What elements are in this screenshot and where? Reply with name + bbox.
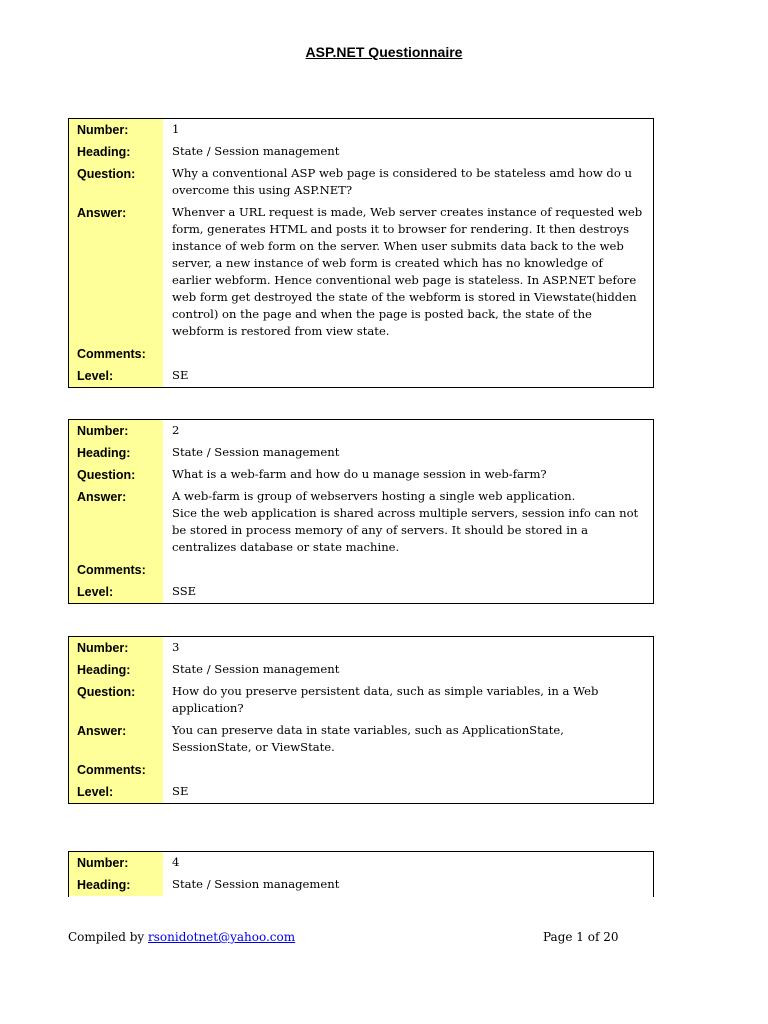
question-card-2	[68, 419, 654, 604]
question-text: Why a conventional ASP web page is considered to be stateless amd how do u overcome this using ASP.NET?	[172, 166, 632, 197]
author-email-link[interactable]: rsonidotnet@yahoo.com	[148, 930, 296, 944]
level-label: Level:	[69, 365, 163, 387]
heading-label: Heading:	[69, 141, 163, 163]
answer-text: A web-farm is group of webservers hosting a single web application. Sice the web application is shared across multiple servers, session info can not be stored in process memory of any of servers. It should be stored in a centralizes database or state machine.	[172, 489, 639, 554]
footer-compiled-by	[68, 930, 295, 944]
number-label: Number:	[69, 852, 163, 874]
heading-value: State / Session management	[172, 662, 340, 676]
answer-label: Answer:	[69, 720, 163, 759]
level-value: SE	[172, 368, 189, 382]
document-title: ASP.NET Questionnaire	[305, 44, 463, 60]
question-text: How do you preserve persistent data, such as simple variables, in a Web application?	[172, 684, 599, 715]
question-text: What is a web-farm and how do u manage session in web-farm?	[172, 467, 547, 481]
number-value: 2	[172, 423, 180, 437]
comments-value	[163, 559, 653, 581]
question-label: Question:	[69, 464, 163, 486]
question-label: Question:	[69, 163, 163, 202]
heading-value: State / Session management	[172, 445, 340, 459]
number-value: 1	[172, 122, 180, 136]
question-card-4	[68, 851, 654, 897]
comments-label: Comments:	[69, 343, 163, 365]
level-label: Level:	[69, 781, 163, 803]
answer-text: You can preserve data in state variables, such as ApplicationState, SessionState, or ViewState.	[172, 723, 564, 754]
page-number: Page 1 of 20	[543, 930, 619, 944]
comments-label: Comments:	[69, 559, 163, 581]
heading-label: Heading:	[69, 874, 163, 896]
number-label: Number:	[69, 119, 163, 141]
answer-label: Answer:	[69, 202, 163, 343]
heading-label: Heading:	[69, 442, 163, 464]
heading-value: State / Session management	[172, 144, 340, 158]
question-card-1	[68, 118, 654, 388]
question-card-3	[68, 636, 654, 804]
level-label: Level:	[69, 581, 163, 603]
compiled-by-label: Compiled by	[68, 930, 149, 944]
number-value: 4	[172, 855, 180, 869]
heading-value: State / Session management	[172, 877, 340, 891]
number-value: 3	[172, 640, 180, 654]
number-label: Number:	[69, 637, 163, 659]
level-value: SE	[172, 784, 189, 798]
heading-label: Heading:	[69, 659, 163, 681]
answer-text: Whenver a URL request is made, Web server creates instance of requested web form, generates HTML and posts it to browser for rendering. It then destroys instance of web form on the server. When user submits data back to the web server, a new instance of web form is created which has no knowledge of earlier webform. Hence conventional web page is stateless. In ASP.NET before web form get destroyed the state of the webform is stored in Viewstate(hidden control) on the page and when the page is posted back, the state of the webform is restored from view state.	[172, 205, 643, 338]
comments-label: Comments:	[69, 759, 163, 781]
comments-value	[163, 759, 653, 781]
number-label: Number:	[69, 420, 163, 442]
question-label: Question:	[69, 681, 163, 720]
answer-label: Answer:	[69, 486, 163, 559]
comments-value	[163, 343, 653, 365]
level-value: SSE	[172, 584, 197, 598]
